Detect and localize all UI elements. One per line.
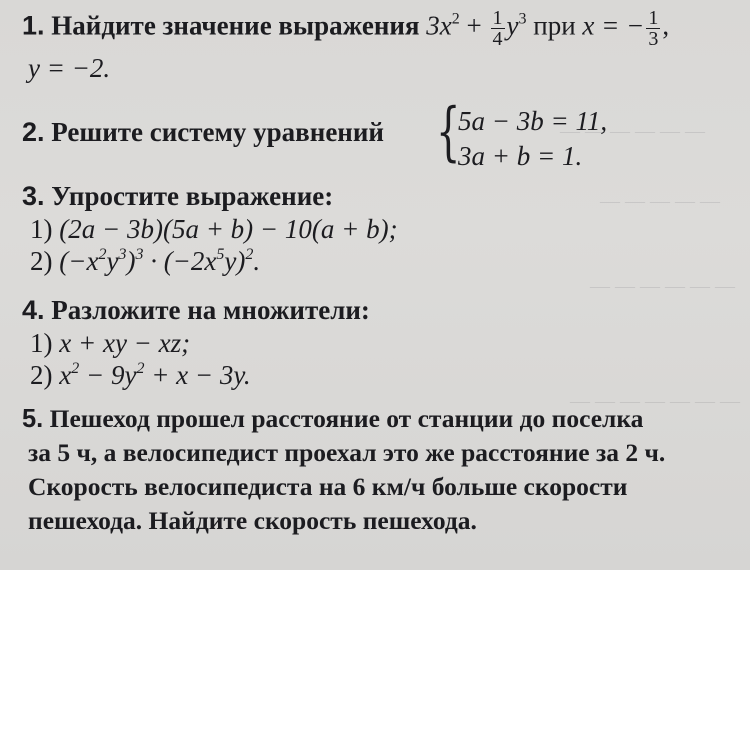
exponent: 2 <box>451 10 460 28</box>
problem-title: Упростите выражение: <box>51 181 334 211</box>
problem-2-line <box>22 116 384 148</box>
problem-number: 4. <box>22 295 45 325</box>
exponent: 2 <box>136 360 145 377</box>
problem-number: 5. <box>22 405 44 433</box>
system-brace-icon: { <box>436 95 461 169</box>
fraction <box>491 8 505 49</box>
show-through-texture: — — — — — — — <box>570 390 740 412</box>
exponent: 2 <box>71 360 80 377</box>
problem-number: 2. <box>22 117 45 147</box>
exponent: 3 <box>135 246 144 263</box>
problem-5-line-3: Скорость велосипедиста на 6 км/ч больше скорости <box>28 472 628 501</box>
exponent: 3 <box>118 246 127 263</box>
system-equation-1: 5a − 3b = 11, <box>458 106 608 136</box>
show-through-texture: — — — — — <box>600 190 720 212</box>
fraction-numerator: 1 <box>492 7 503 29</box>
blank-area <box>0 570 750 750</box>
punctuation: . <box>253 246 261 276</box>
problem-1-line-1 <box>22 8 669 49</box>
problem-title: Разложите на множители: <box>51 295 370 325</box>
problem-5-line-1 <box>22 404 643 434</box>
math-term: x <box>59 360 72 390</box>
problem-title: Найдите значение выражения <box>51 10 420 41</box>
problem-4-title-line <box>22 294 370 326</box>
math-term: · (−2x <box>143 246 217 276</box>
exponent: 2 <box>245 246 254 263</box>
show-through-texture: — — — — — — <box>560 120 705 142</box>
problem-3-item-2 <box>30 245 260 277</box>
problem-4-item-1 <box>30 327 190 359</box>
fraction-numerator: 1 <box>648 7 659 29</box>
math-term: (−x <box>59 246 99 276</box>
exponent: 2 <box>98 246 107 263</box>
math-term: y <box>106 246 119 276</box>
problem-3-title-line <box>22 180 333 212</box>
math-expression <box>59 360 250 390</box>
problem-4-item-2 <box>30 359 251 391</box>
math-term: + x − 3y. <box>144 360 251 390</box>
exponent: 3 <box>518 10 527 28</box>
item-label: 2) <box>30 360 53 390</box>
problem-5-line-4: пешехода. Найдите скорость пешехода. <box>28 506 477 535</box>
math-term: x = − <box>582 10 645 41</box>
text-when: при <box>533 10 576 41</box>
problem-3-item-1 <box>30 213 398 245</box>
show-through-texture: — — — — — — <box>590 275 735 297</box>
system-equation-2: 3a + b = 1. <box>458 141 583 171</box>
problem-5-line-2: за 5 ч, а велосипедист проехал это же расстояние за 2 ч. <box>28 438 666 467</box>
math-term: ) <box>126 246 136 276</box>
math-expression <box>59 246 260 276</box>
item-label: 1) <box>30 214 53 244</box>
problem-text: Пешеход прошел расстояние от станции до поселка <box>49 404 644 433</box>
math-expression: (2a − 3b)(5a + b) − 10(a + b); <box>59 214 398 244</box>
math-term: y) <box>224 246 246 276</box>
problem-1-line-2: y = −2. <box>28 53 111 83</box>
punctuation: , <box>662 10 670 41</box>
math-expression: x + xy − xz; <box>59 328 191 358</box>
problem-title: Решите систему уравнений <box>51 117 384 147</box>
problem-number: 1. <box>22 10 45 41</box>
fraction <box>646 8 660 49</box>
item-label: 2) <box>30 246 53 276</box>
math-operator: + <box>466 10 482 41</box>
math-term: 3x <box>426 10 452 41</box>
exponent: 5 <box>216 246 225 263</box>
fraction-denominator: 3 <box>648 28 659 50</box>
math-term: − 9y <box>79 360 137 390</box>
problem-number: 3. <box>22 181 45 211</box>
math-term: y <box>506 10 519 41</box>
item-label: 1) <box>30 328 53 358</box>
fraction-denominator: 4 <box>492 28 503 50</box>
